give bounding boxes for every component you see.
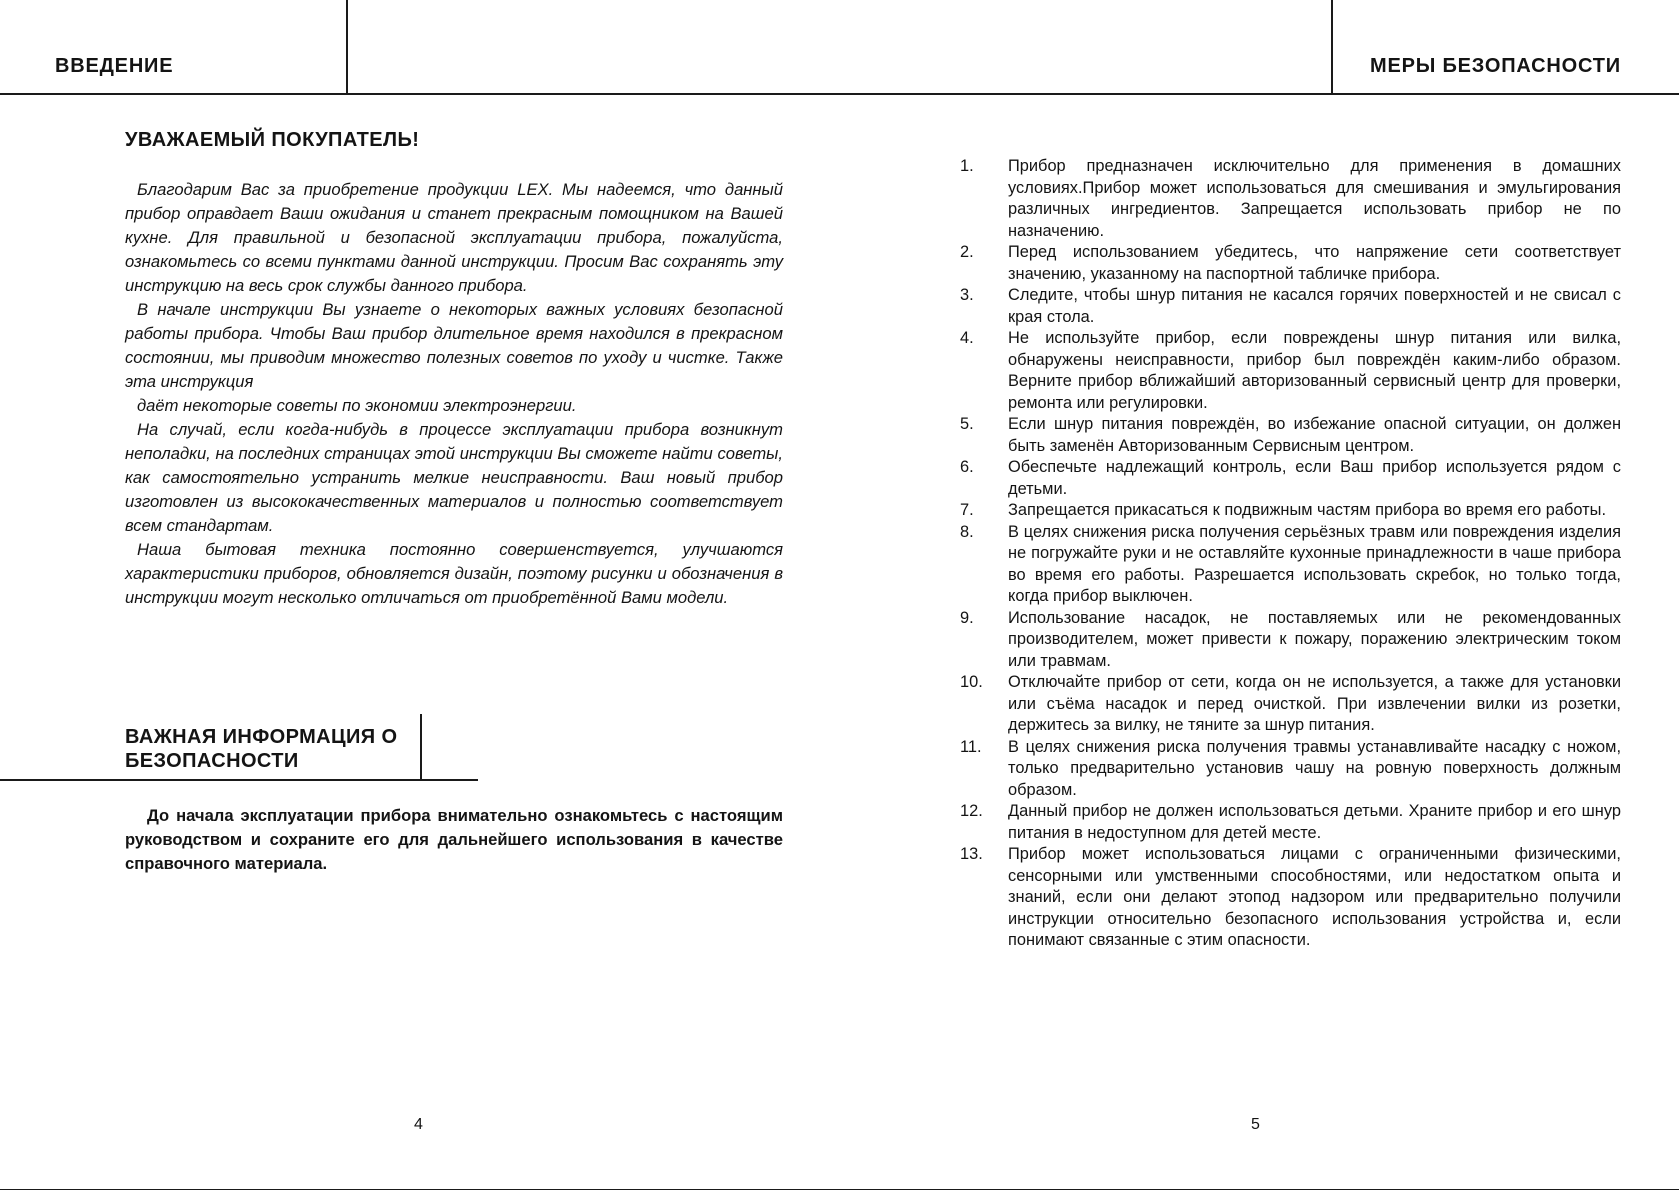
safety-item-number: 3. <box>960 286 974 304</box>
safety-item-text: Обеспечьте надлежащий контроль, если Ваш прибор используется рядом с детьми. <box>1008 458 1621 498</box>
intro-paragraph: В начале инструкции Вы узнаете о некоторых важных условиях безопасной работы прибора. Чтобы Ваш прибор длительное время находился в прекрасном состоянии, мы приводим множество полезных советов по уходу и чистке. Также эта инструкция <box>125 300 783 391</box>
safety-item-text: Данный прибор не должен использоваться детьми. Храните прибор и его шнур питания в недоступном для детей месте. <box>1008 802 1621 842</box>
intro-text <box>125 178 783 610</box>
safety-list <box>955 156 1621 952</box>
page-number-right: 5 <box>1251 1116 1260 1133</box>
safety-item <box>955 844 1621 952</box>
safety-item <box>955 242 1621 285</box>
intro-paragraph: На случай, если когда-нибудь в процессе эксплуатации прибора возникнут неполадки, на последних страницах этой инструкции Вы сможете найти советы, как самостоятельно устранить мелкие неисправности. Ваш новый прибор изготовлен из высококачественных материалов и полностью соответствует всем стандартам. <box>125 420 783 535</box>
page-number-left: 4 <box>414 1116 423 1133</box>
intro-paragraph: Наша бытовая техника постоянно совершенствуется, улучшаются характеристики приборов, обновляется дизайн, поэтому рисунки и обозначения в инструкции могут несколько отличаться от приобретённой Вами модели. <box>125 540 783 607</box>
safety-item-text: Не используйте прибор, если повреждены шнур питания или вилка, обнаружены неисправности, прибор был повреждён каким-либо образом. Верните прибор вближайший авторизованный сервисный центр для проверки, ремонта или регулировки. <box>1008 329 1621 412</box>
safety-item <box>955 500 1621 522</box>
safety-item <box>955 285 1621 328</box>
footer-rule <box>0 1189 1679 1190</box>
safety-item-number: 7. <box>960 501 974 519</box>
safety-item-text: Использование насадок, не поставляемых или не рекомендованных производителем, может привести к пожару, поражению электрическим током или травмам. <box>1008 608 1621 670</box>
safety-item <box>955 672 1621 737</box>
safety-item <box>955 608 1621 673</box>
safety-item-text: Перед использованием убедитесь, что напряжение сети соответствует значению, указанному на паспортной табличке прибора. <box>1008 243 1621 283</box>
safety-intro-text: До начала эксплуатации прибора внимательно ознакомьтесь с настоящим руководством и сохраните его для дальнейшего использования в качестве справочного материала. <box>125 806 783 873</box>
safety-heading <box>125 725 397 773</box>
safety-item-text: Следите, чтобы шнур питания не касался горячих поверхностей и не свисал с края стола. <box>1008 286 1621 326</box>
safety-item <box>955 156 1621 242</box>
safety-heading-line1: ВАЖНАЯ ИНФОРМАЦИЯ О <box>125 726 398 748</box>
safety-item-text: В целях снижения риска получения травмы устанавливайте насадку с ножом, только предварительно установив чашу на ровную поверхность должным образом. <box>1008 737 1621 799</box>
safety-item-number: 9. <box>960 608 974 627</box>
safety-item-text: В целях снижения риска получения серьёзных травм или повреждения изделия не погружайте руки и не оставляйте кухонные принадлежности в чаше прибора во время его работы. Разрешается использовать скребок, но только тогда, когда прибор выключен. <box>1008 522 1621 605</box>
safety-item-number: 2. <box>960 243 974 261</box>
safety-item-number: 6. <box>960 458 974 476</box>
header-divider-right <box>1331 0 1333 95</box>
safety-item <box>955 801 1621 844</box>
safety-item-text: Если шнур питания повреждён, во избежание опасной ситуации, он должен быть заменён Авторизованным Сервисным центром. <box>1008 415 1621 455</box>
safety-item-number: 10. <box>960 673 983 691</box>
safety-item-number: 11. <box>960 737 982 756</box>
left-page-header: ВВЕДЕНИЕ <box>55 55 174 77</box>
safety-heading-line2: БЕЗОПАСНОСТИ <box>125 750 299 772</box>
safety-item-number: 4. <box>960 329 974 347</box>
safety-item <box>955 457 1621 500</box>
safety-item-number: 1. <box>960 157 974 175</box>
right-page-header: МЕРЫ БЕЗОПАСНОСТИ <box>1370 55 1621 77</box>
safety-item <box>955 414 1621 457</box>
safety-item <box>955 737 1621 802</box>
safety-item-text: Отключайте прибор от сети, когда он не используется, а также для установки или съёма насадок и перед очисткой. При извлечении вилки из розетки, держитесь за вилку, не тяните за шнур питания. <box>1008 673 1621 734</box>
safety-item-number: 13. <box>960 845 983 863</box>
safety-item-text: Прибор предназначен исключительно для применения в домашних условиях.Прибор может использоваться для смешивания и эмульгирования различных ингредиентов. Запрещается использовать прибор не по назначению. <box>1008 157 1621 240</box>
safety-item-text: Запрещается прикасаться к подвижным частям прибора во время его работы. <box>1008 501 1607 519</box>
safety-heading-divider <box>420 714 422 780</box>
safety-item-number: 8. <box>960 522 974 541</box>
intro-paragraph: Благодарим Вас за приобретение продукции LEX. Мы надеемся, что данный прибор оправдает Ваши ожидания и станет прекрасным помощником на Вашей кухне. Для правильной и безопасной эксплуатации прибора, пожалуйста, ознакомьтесь со всеми пунктами данной инструкции. Просим Вас сохранять эту инструкцию на весь срок службы данного прибора. <box>125 180 783 295</box>
safety-item-text: Прибор может использоваться лицами с ограниченными физическими, сенсорными или умственными способностями, или недостатком опыта и знаний, если они делают этопод надзором или предварительно получили инструкции относительно безопасного использования устройства и, если понимают связанные с этим опасности. <box>1008 845 1621 949</box>
greeting-heading: УВАЖАЕМЫЙ ПОКУПАТЕЛЬ! <box>125 129 420 151</box>
safety-heading-rule <box>0 779 478 781</box>
safety-item-number: 5. <box>960 415 974 433</box>
header-divider-left <box>346 0 348 95</box>
safety-item-number: 12. <box>960 802 983 820</box>
safety-item <box>955 522 1621 608</box>
safety-item <box>955 328 1621 414</box>
header-rule <box>0 93 1679 95</box>
intro-paragraph: даёт некоторые советы по экономии электроэнергии. <box>137 396 577 415</box>
